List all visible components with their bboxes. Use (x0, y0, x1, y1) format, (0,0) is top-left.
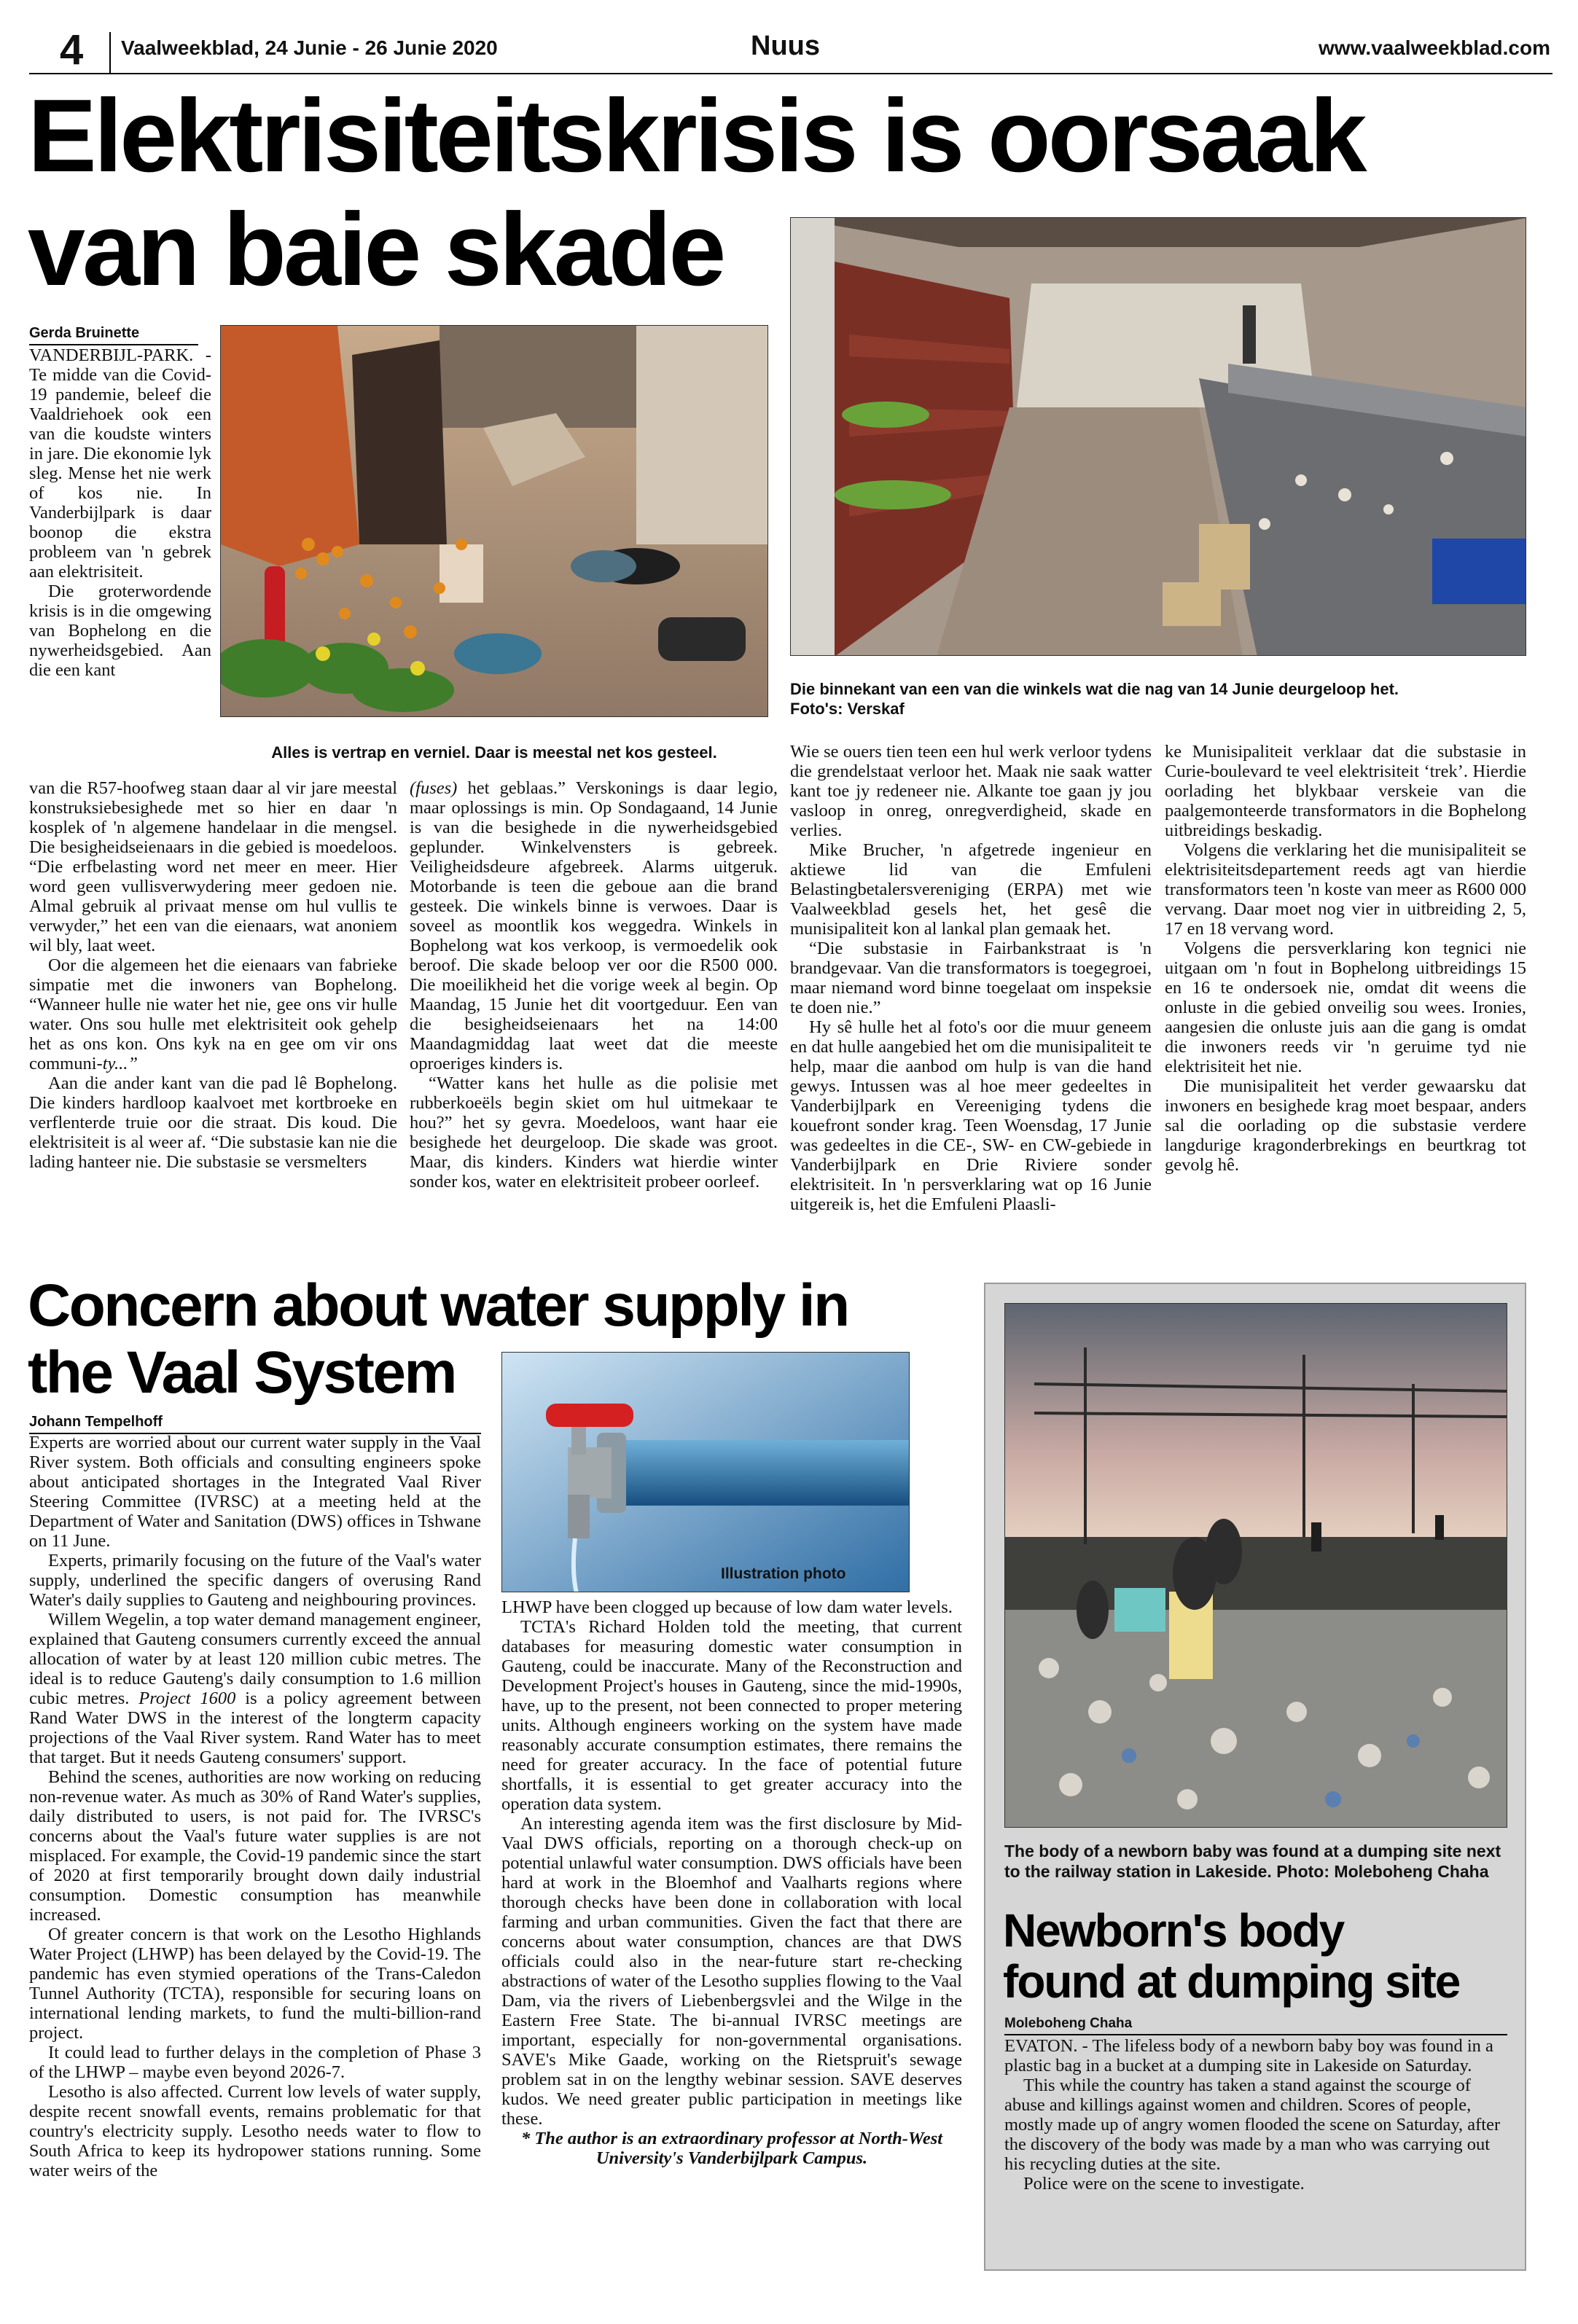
story1-col1-p2 (29, 955, 397, 1073)
header-divider (109, 32, 111, 74)
story1-intro: VANDERBIJL-PARK. - Te midde van die Covid-19 pandemie, beleef die Vaaldriehoek ook een van die koudste winters in jare. Die ekonomie lyk sleg. Mense het nie werk of kos nie. In Vanderbijlpark is daar boonop die ekstra probleem van 'n gebrek aan elektrisiteit. (29, 345, 211, 582)
story3-column (1004, 2036, 1507, 2194)
story3-box (984, 1283, 1526, 2271)
story1-column-4 (1165, 742, 1526, 1175)
story1-col4-p2: Volgens die verklaring het die munisipaliteit se elektrisiteitsdepartement reeds agt van hierdie transformators teen 'n koste van meer as R600 000 vervang. Daar moet nog vier in uitbreiding 2, 5, 17 en 18 vervang word. (1165, 840, 1526, 939)
story3-byline: Moleboheng Chaha (1004, 2016, 1507, 2035)
story2-p1: Experts are worried about our current water supply in the Vaal River system. Both officials and consulting engineers spoke about anticipated shortages in the Integrated Vaal River Steering Committee (IVRSC) at a meeting held at the Department of Water and Sanitation (DWS) offices in Tshwane on 11 June. (29, 1433, 481, 1551)
story1-byline: Gerda Bruinette (29, 325, 198, 345)
story2-c2-p2: TCTA's Richard Holden told the meeting, that current databases for measuring domestic water consumption in Gauteng, could be inaccurate. Many of the Reconstruction and Development Project's houses in Gauteng, since the mid-1990s, have, up to the present, not been connected to proper metering units. Although engineers working on the system have made reasonably accurate consumption estimates, there remains the need for greater accuracy. In the face of potential future shortfalls, it is essential to get greater accuracy into the operation data system. (501, 1617, 962, 1814)
header-rule (29, 73, 1552, 74)
story1-col4-p1: ke Munisipaliteit verklaar dat die substasie in Curie-boulevard te veel elektrisiteit ‘trek’. Hierdie oorlading het blykbaar verskeie van die paalgemonteerde transformators in die Bophelong uitbreidings beskadig. (1165, 742, 1526, 840)
story1-column-1 (29, 778, 397, 1172)
story1-photo-shop-interior (790, 217, 1526, 656)
story1-photo2-caption-line1: Die binnekant van een van die winkels wat die nag van 14 Junie deurgeloop het. (790, 680, 1399, 698)
story3-p1: EVATON. - The lifeless body of a newborn baby boy was found in a plastic bag in a bucket at a dumping site in Lakeside on Saturday. (1004, 2036, 1493, 2075)
story1-paragraph-2-start: Die groterwordende krisis is in die omgewing van Bophelong en die nywerheidsgebied. Aan die een kant (29, 582, 211, 680)
story2-headline-line2: the Vaal System (28, 1339, 456, 1406)
story1-headline-line2: van baie skade (28, 192, 724, 308)
story3-headline-line2: found at dumping site (1003, 1955, 1460, 2008)
page-number: 4 (60, 26, 84, 74)
story3-photo-caption: The body of a newborn baby was found at a dumping site next to the railway station in Lakeside. Photo: Moleboheng Chaha (1004, 1842, 1501, 1881)
story1-col4-p4: Die munisipaliteit het verder gewaarsku dat inwoners en besighede krag moet bespaar, anders sal die oorlading op die substasie verdere langdurige kragonderbrekings en beurtkrag tot gevolg hê. (1165, 1076, 1526, 1175)
story1-col1-p3: Aan die ander kant van die pad lê Bophelong. Die kinders hardloop kaalvoet met kortbroeke en verflenterde truie oor die straat. Dis koud. Die elektrisiteit is al weer af. “Die substasie kan nie die lading hanteer nie. Die substasie se versmelters (29, 1073, 397, 1172)
section-label: Nuus (751, 31, 820, 61)
story1-col1-p1: van die R57-hoofweg staan daar al vir jare meestal konstruksiebesighede met so hier en daar 'n kosplek of 'n algemene handelaar in die mengsel. Die besigheidseienaars in die gebied is moedeloos. “Die erfbelasting word net meer en meer. Hier word geen vullisverwydering meer gedoen nie. Almal gebruik al privaat mense om hul vullis te verwyder,” het een van die eienaars, wat anoniem wil bly, laat weet. (29, 778, 397, 955)
story1-col3-p3: “Die substasie in Fairbankstraat is 'n brandgevaar. Van die transformators is toegegroei, maar niemand word binne toegelaat om inspeksie te doen nie.” (790, 939, 1152, 1017)
story2-p4: Behind the scenes, authorities are now working on reducing non-revenue water. As much as 30% of Rand Water's supplies, daily distributed to users, is not paid for. The IVRSC's concerns about the Vaal's future water supplies is are not misplaced. For example, the Covid-19 pandemic since the start of 2020 at first temporarily brought down daily industrial consumption. Domestic consumption has meanwhile increased. (29, 1767, 481, 1925)
story2-p7: Lesotho is also affected. Current low levels of water supply, despite recent snowfall events, remains problematic for that country's electricity supply. Lesotho needs water to flow to South Africa to keep its hydropower stations running. Some water weirs of the (29, 2082, 481, 2180)
publication-date: Vaalweekblad, 24 Junie - 26 Junie 2020 (121, 36, 498, 59)
story2-p3-italic: Project 1600 (138, 1689, 236, 1708)
story1-photo-looted-floor (220, 325, 768, 717)
story1-col4-p3: Volgens die persverklaring kon tegnici nie uitgaan om 'n fout in Bophelong uitbreidings 15 en 16 te ondersoek nie, omdat dit weens die onluste in die gebied onveilig sou wees. Ironies, aangesien die onluste juis aan die gang is omdat die inwoners reeds vir 'n geruime tyd nie elektrisiteit het nie. (1165, 939, 1526, 1076)
story1-col2-p1 (410, 778, 778, 1073)
website-url: www.vaalweekblad.com (1319, 36, 1550, 59)
story1-col3-p1: Wie se ouers tien teen een hul werk verloor tydens die grendelstaat verloor het. Maak nie saak watter kant toe jy redeneer nie. Alkante toe gaan jy jou vasloop in onreg, onregverdigheid, skade en verlies. (790, 742, 1152, 840)
story1-col3-p2: Mike Brucher, 'n afgetrede ingenieur en aktiewe lid van die Emfuleni Belastingbetalersvereniging (ERPA) met wie Vaalweekblad gesels het, het gesê die munisipaliteit kon al lankal plan gemaak het. (790, 840, 1152, 939)
story1-column-3 (790, 742, 1152, 1214)
story1-intro-column (29, 345, 211, 680)
story3-photo-dumping-site (1004, 1303, 1507, 1828)
story2-p6: It could lead to further delays in the completion of Phase 3 of the LHWP – maybe even beyond 2026-7. (29, 2043, 481, 2082)
story1-col3-p4: Hy sê hulle het al foto's oor die muur geneem en dat hulle aangebied het om die munisipaliteit te help, maar die aanbod om hulp is van die hand gewys. Intussen was al hoe meer gedeeltes in Vanderbijlpark en Vereeniging tydens die kouefront sonder krag. Teen Woensdag, 17 Junie was gedeeltes in die CE-, SW- en CW-gebiede in Vanderbijlpark en Drie Riviere sonder elektrisiteit. In 'n persverklaring wat op 16 Junie uitgereik is, het die Emfuleni Plaasli- (790, 1017, 1152, 1214)
story2-footnote: * The author is an extraordinary professor at North-West University's Vanderbijlpark Campus. (520, 2129, 943, 2168)
story2-c2-p3: An interesting agenda item was the first disclosure by Mid-Vaal DWS officials, reporting on a thorough check-up on potential unlawful water consumption. DWS officials have been hard at work in the Bloemhof and Vaalharts regions where thorough checks have been done in collaboration with local farming and urban communities. Given the fact that there are concerns about water consumption, chances are that DWS officials could also in the near-future start re-checking abstractions of water of the Lesotho supplies flowing to the Vaal Dam, via the rivers of Liebenbergsvlei and the Wilge in the Eastern Free State. The bi-annual IVRSC meetings are important, especially for non-governmental organisations. SAVE's Mike Gaade, working on the Rietspruit's sewage problem sat in on the lengthy webinar session. SAVE deserves kudos. We need greater public participation in meetings like these. (501, 1814, 962, 2129)
story1-col1-p2-italic: ty...” (102, 1054, 138, 1073)
story1-col2-italic: (fuses) (410, 778, 458, 798)
story2-column-1 (29, 1433, 481, 2180)
story2-photo-water-tap (501, 1352, 910, 1592)
story2-p5: Of greater concern is that work on the Lesotho Highlands Water Project (LHWP) has been delayed by the Covid-19. The pandemic has even stymied operations of the Trans-Caledon Tunnel Authority (TCTA), responsible for securing loans on international lending markets, to fund the multi-billion-rand project. (29, 1925, 481, 2043)
story2-p3-text: Willem Wegelin, a top water demand management engineer, explained that Gauteng consumers currently exceed the annual allocation of water by at least 120 million cubic metres. The ideal is to reduce Gauteng's daily consumption to 1.6 million cubic metres. (29, 1610, 481, 1708)
story3-p2: This while the country has taken a stand against the scourge of abuse and killings against women and children. Scores of people, mostly made up of angry women flooded the scene on Saturday, after the discovery of the body was made by a man who was carrying out his recycling duties at the site. (1004, 2075, 1501, 2174)
story2-column-2 (501, 1597, 962, 2168)
story2-p3 (29, 1610, 481, 1767)
story1-photo1-caption: Alles is vertrap en verniel. Daar is meestal net kos gesteel. (271, 743, 717, 762)
story3-headline-line1: Newborn's body (1003, 1904, 1344, 1957)
story2-p2: Experts, primarily focusing on the future of the Vaal's water supply, underlined the specific dangers of overusing Rand Water's daily supplies to Gauteng and neighbouring provinces. (29, 1551, 481, 1610)
story2-byline: Johann Tempelhoff (29, 1414, 481, 1434)
story2-photo-caption: Illustration photo (721, 1565, 846, 1582)
story2-c2-p1: LHWP have been clogged up because of low dam water levels. (501, 1597, 953, 1617)
story1-col2-p2: “Watter kans het hulle as die polisie met rubberkoeëls begin skiet om hul uitmekaar te hou?” het sy gevra. Moedeloos, want haar eie besighede het deurgeloop. Die skade was groot. Maar, dis kinders. Kinders wat hierdie winter sonder kos, water en elektrisiteit probeer oorleef. (410, 1073, 778, 1192)
story2-headline-line1: Concern about water supply in (28, 1272, 848, 1339)
story2-p3-rest: is a policy agreement between Rand Water DWS in the interest of the longterm capacity projections of the Vaal River system. Rand Water has to meet that target. But it needs Gauteng consumers' support. (29, 1689, 481, 1767)
story1-column-2 (410, 778, 778, 1192)
story3-p3: Police were on the scene to investigate. (1023, 2174, 1305, 2194)
story1-col1-p2-text: Oor die algemeen het die eienaars van fabrieke simpatie met die inwoners van Bophelong. “Wanneer hulle nie water het nie, gee ons vir hulle water. Ons sou hulle met elektrisiteit ook gehelp het as ons kon. Ons kyk na en gee om vir ons communi- (29, 955, 397, 1073)
page-header (0, 26, 1578, 74)
story1-headline-line1: Elektrisiteitskrisis is oorsaak (28, 78, 1364, 194)
story1-col2-text: het geblaas.” Verskonings is daar legio, maar oplossings is min. Op Sondagaand, 14 Junie is van die besighede in die nywerheidsgebied geplunder. Winkelvensters is gebreek. Veiligheidsdeure afgebreek. Alarms uitgeruk. Motorbande is teen die geboue aan die brand gesteek. Die winkels binne is verwoes. Daar is soveel as moontlik kos weggedra. Winkels in Bophelong wat kos verkoop, is vermoedelik ook beroof. Die skade beloop ver oor die R500 000. Die moeilikheid het die vorige week al begin. Op Maandag, 15 Junie het dit voortgeduur. Een van die besigheidseienaars het na 14:00 Maandagmiddag laat weet dat die meeste oproeriges kinders is. (410, 778, 778, 1073)
story1-photo2-caption-line2: Foto's: Verskaf (790, 700, 905, 718)
